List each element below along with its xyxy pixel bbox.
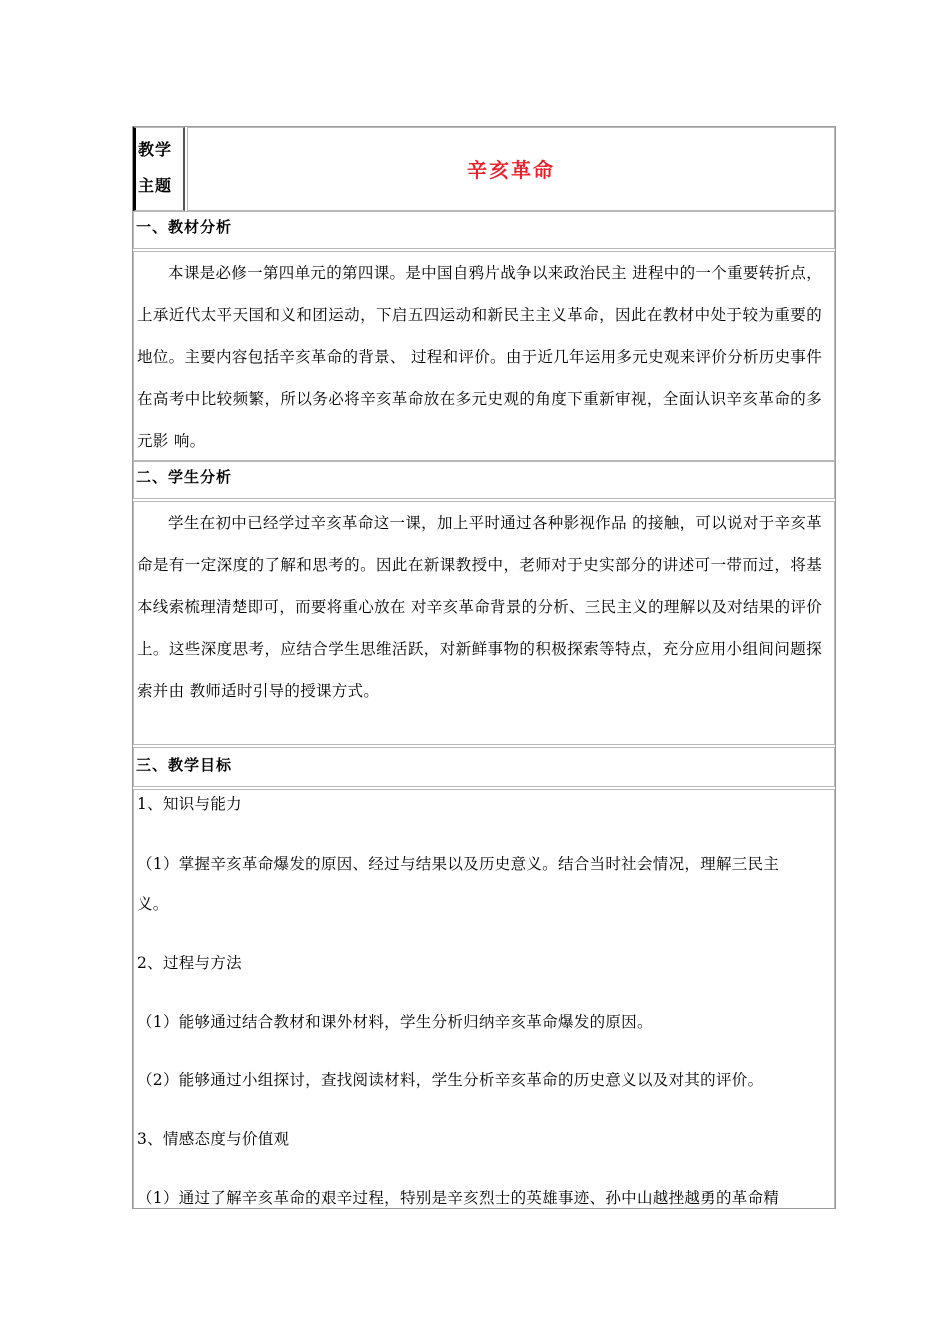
students-paragraph: 学生在初中已经学过辛亥革命这一课，加上平时通过各种影视作品 的接触，可以说对于辛亥革命是有一定深度的了解和思考的。因此在新课教授中，老师对于史实部分的讲述可一带而过，将基本线索梳理清楚即可，而要将重心放在 对辛亥革命背景的分析、三民主义的理解以及对结果的评价上。这些深度思考，应结合学生思维活跃，对新鲜事物的积极探索等特点，充分应用小组间问题探索并由 教师适时引导的授课方式。 xyxy=(137,514,822,700)
lesson-title: 辛亥革命 xyxy=(467,158,555,182)
emotion-title: 3、情感态度与价值观 xyxy=(137,1130,290,1148)
emotion-item-1: （1）通过了解辛亥革命的艰辛过程，特别是辛亥烈士的英雄事迹、孙中山越挫越勇的革命精 xyxy=(137,1189,780,1207)
knowledge-title: 1、知识与能力 xyxy=(137,795,242,813)
process-item-1: （1）能够通过结合教材和课外材料，学生分析归纳辛亥革命爆发的原因。 xyxy=(137,1013,653,1031)
materials-paragraph: 本课是必修一第四单元的第四课。是中国自鸦片战争以来政治民主 进程中的一个重要转折点，上承近代太平天国和义和团运动，下启五四运动和新民主主义革命，因此在教材中处于较为重要的地位。主要内容包括辛亥革命的背景、 过程和评价。由于近几年运用多元史观来评价分析历史事件在高考中比较频繁，所以务必将辛亥革命放在多元史观的角度下重新审视，全面认识辛亥革命的多元影 响。 xyxy=(137,264,822,450)
materials-heading: 一、教材分析 xyxy=(136,218,233,236)
knowledge-item-1a: （1）掌握辛亥革命爆发的原因、经过与结果以及历史意义。结合当时社会情况，理解三民主 xyxy=(137,855,780,873)
students-heading-row xyxy=(133,461,835,499)
knowledge-item-1b: 义。 xyxy=(137,895,169,913)
topic-label-cell xyxy=(133,127,185,211)
topic-label xyxy=(138,132,182,204)
objectives-heading-row xyxy=(133,747,835,787)
lesson-plan-table xyxy=(132,126,836,1209)
materials-heading-row xyxy=(133,211,835,249)
process-title: 2、过程与方法 xyxy=(137,954,242,972)
topic-label-line1: 教学 xyxy=(138,140,173,159)
objectives-body-row xyxy=(133,789,835,1209)
title-cell xyxy=(187,127,835,211)
materials-body-row xyxy=(133,251,835,461)
students-body-row xyxy=(133,501,835,745)
objectives-heading: 三、教学目标 xyxy=(136,756,233,774)
students-heading: 二、学生分析 xyxy=(136,468,233,486)
topic-label-line2: 主题 xyxy=(138,176,173,195)
header-row xyxy=(133,127,835,211)
process-item-2: （2）能够通过小组探讨，查找阅读材料，学生分析辛亥革命的历史意义以及对其的评价。 xyxy=(137,1071,764,1089)
